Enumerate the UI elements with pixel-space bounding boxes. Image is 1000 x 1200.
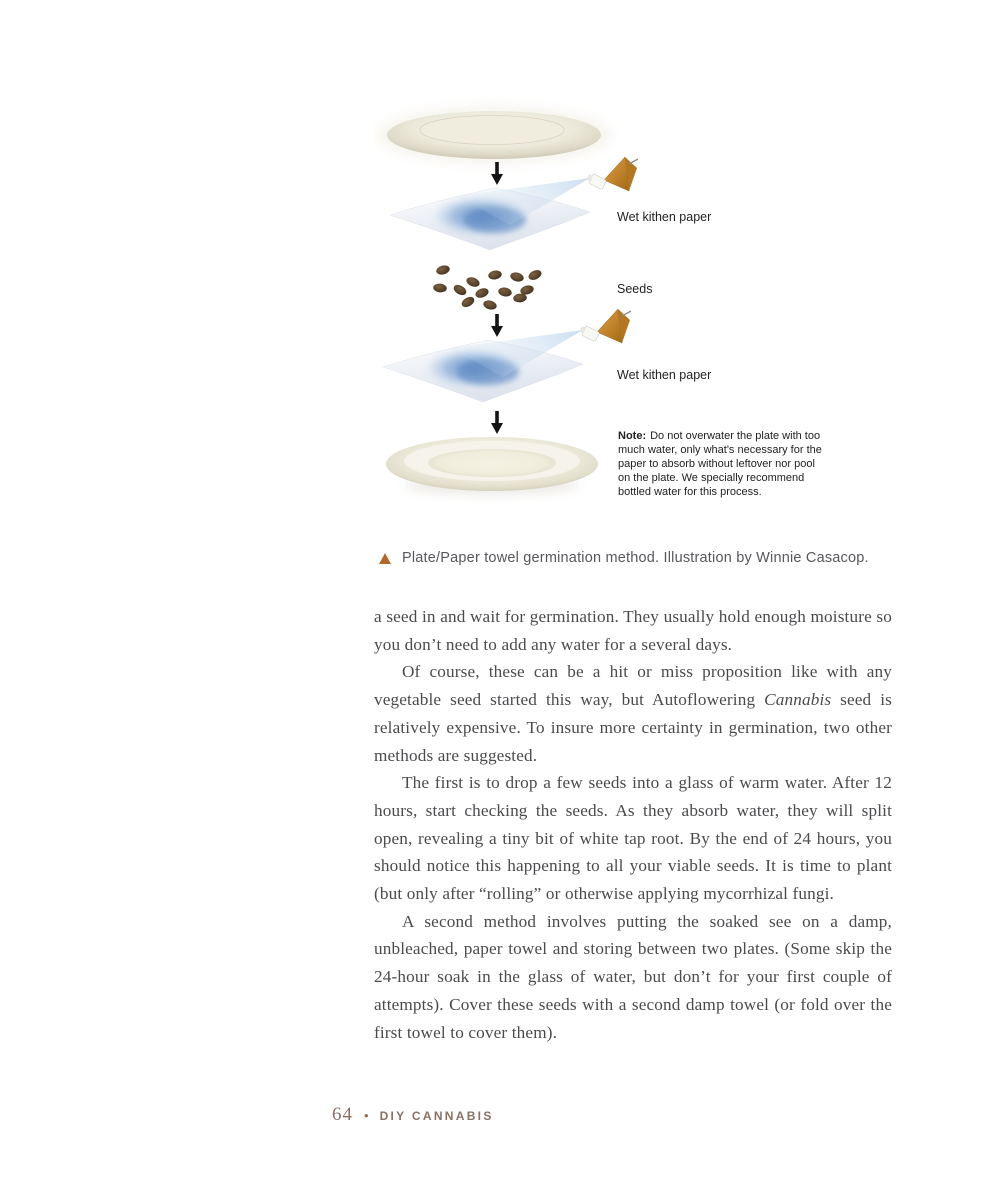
figure-note: [618, 430, 825, 500]
germination-figure: [378, 108, 830, 508]
body-paragraph-2-italic: Cannabis: [764, 690, 832, 710]
footer-separator-dot: •: [364, 1108, 369, 1123]
page-footer: [332, 1104, 494, 1126]
book-title: DIY CANNABIS: [379, 1109, 494, 1123]
arrow-down-icon: [491, 162, 503, 185]
bottom-plate-icon: [386, 437, 598, 495]
page-number: 64: [332, 1104, 353, 1125]
triangle-up-icon: [379, 553, 391, 564]
wet-paper-top-icon: [390, 157, 638, 250]
body-paragraph-3: The first is to drop a few seeds into a glass of warm water. After 12 hours, start checking the seeds. As they absorb water, they will split open, revealing a tiny bit of white tap root. By the end of 24 hours, you should notice this happening to all your viable seeds. It is time to plant (but only after “rolling” or otherwise applying mycorrhizal fungi.: [374, 773, 892, 904]
figure-caption: [379, 550, 899, 566]
body-paragraph-2: [374, 658, 892, 769]
body-paragraph-1: a seed in and wait for germination. They usually hold enough moisture so you don’t need to add any water for a several days.: [374, 607, 892, 654]
figure-label-seeds: Seeds: [617, 282, 653, 296]
figure-label-wet-paper-top: Wet kithen paper: [617, 210, 712, 224]
body-paragraph-2-post: seed is relatively expensive. To insure more certainty in germination, two other methods are suggested.: [374, 690, 892, 765]
body-text-column: [374, 603, 892, 1046]
wet-paper-bottom-icon: [383, 309, 631, 402]
top-plate-icon: [376, 105, 612, 165]
figure-note-text: Do not overwater the plate with too much water, only what's necessary for the paper to absorb without leftover nor pool on the plate. We specially recommend bottled water for this process.: [618, 430, 822, 498]
arrow-down-icon: [491, 314, 503, 337]
germination-illustration: [378, 108, 658, 508]
seeds-icon: [433, 264, 543, 311]
body-paragraph-2-pre: Of course, these can be a hit or miss proposition like with any vegetable seed started this way, but Autoflowering: [374, 662, 892, 710]
figure-caption-text: Plate/Paper towel germination method. Illustration by Winnie Casacop.: [402, 550, 869, 566]
figure-label-wet-paper-bottom: Wet kithen paper: [617, 368, 712, 382]
figure-note-label: Note:: [618, 430, 647, 442]
body-paragraph-4: A second method involves putting the soaked see on a damp, unbleached, paper towel and storing between two plates. (Some skip the 24-hour soak in the glass of water, but don’t for your first couple of attempts). Cover these seeds with a second damp towel (or fold over the first towel to cover them).: [374, 911, 892, 1042]
arrow-down-icon: [491, 411, 503, 434]
